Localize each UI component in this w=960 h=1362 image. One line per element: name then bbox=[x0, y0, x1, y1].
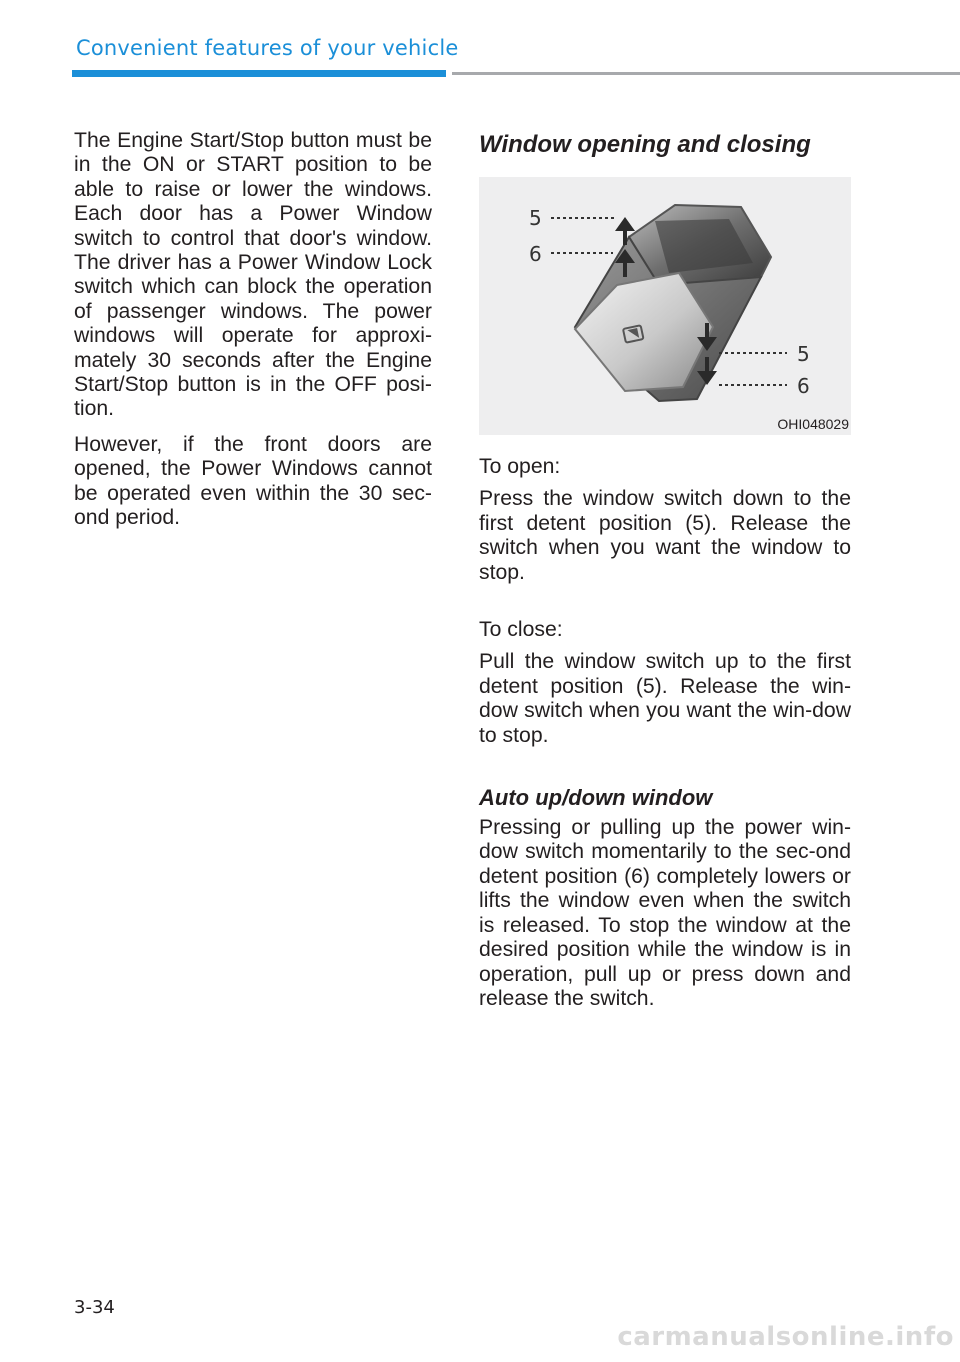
to-open-label: To open: bbox=[479, 455, 561, 478]
intro-paragraph: The Engine Start/Stop button must be in the ON or START position to be able to raise or lower the windows. Each door has a Power Window switch to control that door's window. The driver has a Power Window Lock switch which can block the operation of passenger windows. The power windows will operate for approxi-mately 30 seconds after the Engine Start/Stop button is in the OFF posi-tion. bbox=[74, 129, 432, 421]
auto-up-down-text: Pressing or pulling up the power win-dow switch momentarily to the sec-ond detent position (6) completely lowers or lifts the window even when the switch is released. To stop the window at the desired position while the window is in operation, pull up or press down and release the switch. bbox=[479, 816, 851, 1010]
callout-left-5: 5 bbox=[529, 206, 542, 230]
to-open-text: Press the window switch down to the first detent position (5). Release the switch when you want the window to stop. bbox=[479, 487, 851, 584]
left-column bbox=[74, 129, 432, 531]
window-switch-figure bbox=[479, 177, 851, 435]
watermark: carmanualsonline.info bbox=[617, 1322, 954, 1352]
auto-up-down-heading: Auto up/down window bbox=[479, 785, 713, 811]
window-switch-illustration bbox=[479, 177, 851, 435]
callout-left-6: 6 bbox=[529, 242, 542, 266]
right-column bbox=[479, 129, 851, 1011]
figure-code: OHI048029 bbox=[777, 416, 849, 432]
front-doors-paragraph: However, if the front doors are opened, the Power Windows cannot be operated even within the 30 sec-ond period. bbox=[74, 432, 432, 530]
header-accent-bar bbox=[72, 70, 446, 77]
header-rule bbox=[452, 72, 960, 75]
to-close-label: To close: bbox=[479, 618, 563, 642]
page-number: 3-34 bbox=[74, 1297, 115, 1318]
section-title: Convenient features of your vehicle bbox=[76, 36, 459, 60]
callout-right-6: 6 bbox=[797, 374, 810, 398]
window-opening-heading: Window opening and closing bbox=[479, 131, 811, 158]
to-close-text: Pull the window switch up to the first detent position (5). Release the win-dow switch when you want the win-dow to stop. bbox=[479, 650, 851, 747]
callout-right-5: 5 bbox=[797, 342, 810, 366]
